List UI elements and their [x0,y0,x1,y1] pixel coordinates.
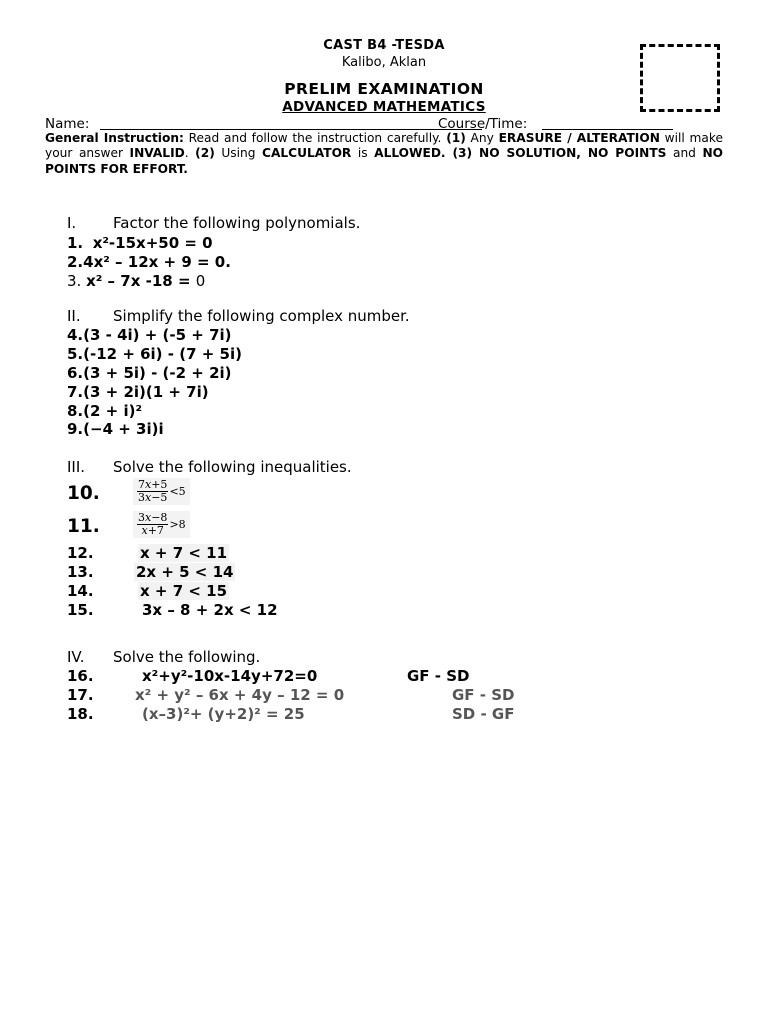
section-2-heading: II. Simplify the following complex number. [67,307,410,325]
problem-11-expression: $\frac{3x-8}{x+7}$ >8 [133,511,190,538]
course-field[interactable] [542,129,673,130]
problem-12-expression: x + 7 < 11 [140,544,228,562]
school-location: Kalibo, Aklan [341,55,427,70]
problem-18-number: 18. [67,705,94,723]
problem-10-number: 10. [67,483,100,504]
problem-14-number: 14. [67,582,94,600]
problem-2: 2.4x² – 12x + 9 = 0. [67,253,231,271]
name-field[interactable] [100,129,482,130]
problem-16-tag: GF - SD [407,667,470,685]
problem-10-expression: $\frac{7x+5}{3x-5}$ <5 [133,478,190,505]
problem-15-number: 15. [67,601,94,619]
problem-17-tag: GF - SD [452,686,515,704]
problem-5: 5.(-12 + 6i) - (7 + 5i) [67,345,242,363]
exam-title: PRELIM EXAMINATION [284,80,484,98]
problem-18-expression: (x–3)²+ (y+2)² = 25 [142,705,305,723]
problem-1: 1. x²-15x+50 = 0 [67,234,213,252]
problem-8: 8.(2 + i)² [67,402,143,420]
problem-15-expression: 3x – 8 + 2x < 12 [142,601,278,619]
problem-9: 9.(−4 + 3i)i [67,420,164,438]
name-course-line [45,116,723,132]
course-label: Course/Time: [438,116,528,132]
problem-17-expression: x² + y² – 6x + 4y – 12 = 0 [135,686,345,704]
score-box [640,44,720,112]
section-3-heading: III. Solve the following inequalities. [67,458,352,476]
problem-6: 6.(3 + 5i) - (-2 + 2i) [67,364,232,382]
problem-16-expression: x²+y²-10x-14y+72=0 [142,667,318,685]
section-1-heading: I. Factor the following polynomials. [67,214,361,232]
problem-11-number: 11. [67,516,100,537]
problem-14-expression: x + 7 < 15 [140,582,228,600]
section-4-heading: IV. Solve the following. [67,648,261,666]
problem-12-number: 12. [67,544,94,562]
problem-18-tag: SD - GF [452,705,515,723]
school-name: CAST B4 -TESDA [323,38,445,53]
problem-7: 7.(3 + 2i)(1 + 7i) [67,383,209,401]
name-label: Name: [45,116,90,132]
general-instructions: General Instruction: Read and follow the instruction carefully. (1) Any ERASURE / ALTERATION will make your answer INVALID. (2) Using CALCULATOR is ALLOWED. (3) NO SOLUTION, NO POINTS and NO POINTS FOR EFFORT. [45,131,724,176]
problem-13-number: 13. [67,563,94,581]
problem-13-expression: 2x + 5 < 14 [136,563,234,581]
exam-subject: ADVANCED MATHEMATICS [282,99,486,115]
problem-16-number: 16. [67,667,94,685]
problem-17-number: 17. [67,686,94,704]
problem-4: 4.(3 - 4i) + (-5 + 7i) [67,326,232,344]
problem-3: 3. x² – 7x -18 = 0 [67,272,206,290]
